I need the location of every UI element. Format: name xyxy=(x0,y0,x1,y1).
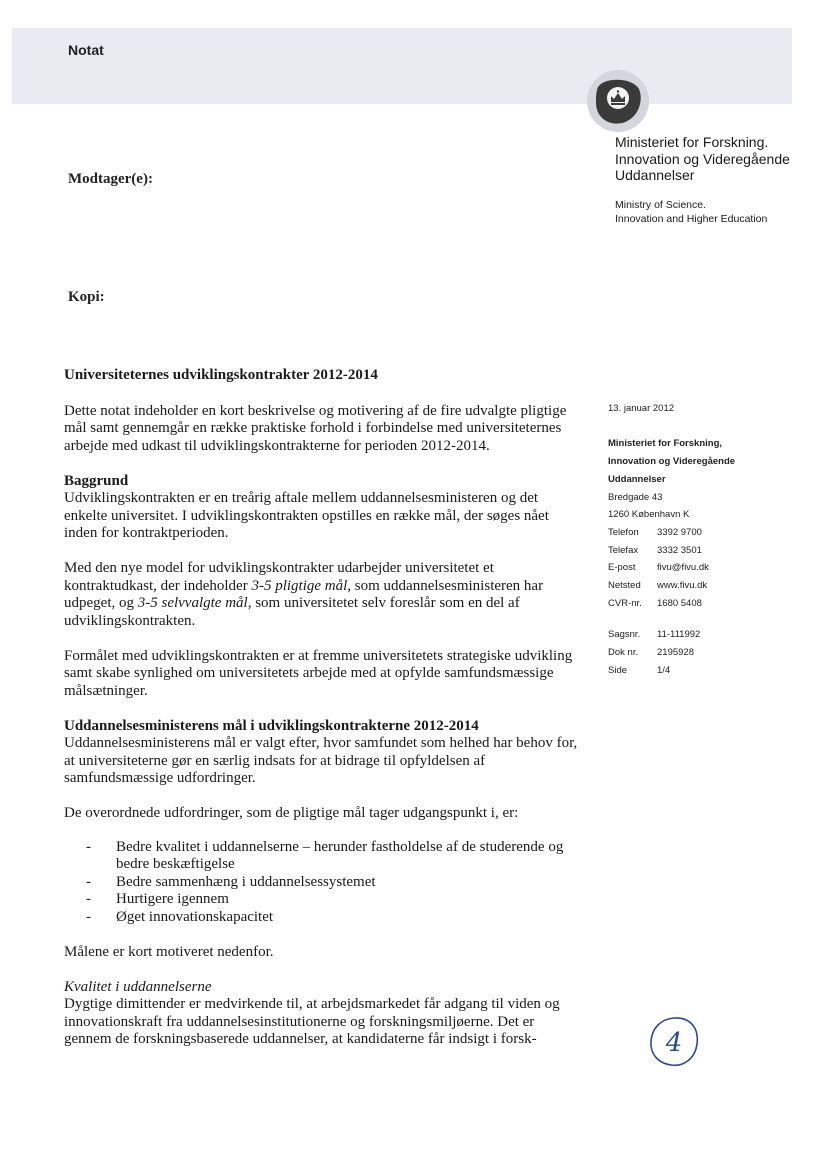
sidebar-org-line: Innovation og Videregående xyxy=(608,456,736,468)
contact-row-website: Netsted www.fivu.dk xyxy=(608,580,708,592)
list-item: - Bedre sammenhæng i uddannelsessystemet xyxy=(86,873,376,890)
paragraph-challenges-intro: De overordnede udfordringer, som de pligtige mål tager udgangspunkt i, er: xyxy=(64,805,519,821)
sidebar-info xyxy=(608,400,813,680)
case-row-sagsnr: Sagsnr. 11-111992 xyxy=(608,629,701,641)
case-row-side: Side 1/4 xyxy=(608,664,671,676)
list-item: - Øget innovationskapacitet xyxy=(86,908,274,925)
recipients-label: Modtager(e): xyxy=(68,171,153,187)
contact-row-cvr: CVR-nr. 1680 5408 xyxy=(608,597,702,609)
sidebar-org-line: Uddannelser xyxy=(608,473,666,485)
copy-label: Kopi: xyxy=(68,289,105,305)
section-heading-baggrund: Baggrund xyxy=(64,472,129,489)
header-banner xyxy=(12,28,792,104)
sidebar-org-line: Ministeriet for Forskning, xyxy=(608,438,723,450)
ministry-name-english: Ministry of Science. Innovation and Higher Education xyxy=(615,198,768,225)
crown-logo-icon xyxy=(592,75,644,127)
section-heading-goals: Uddannelsesministerens mål i udviklingskontrakterne 2012-2014 xyxy=(64,717,479,734)
handwritten-page-number xyxy=(647,1015,701,1069)
handwritten-number-text: 4 xyxy=(665,1028,683,1058)
document-date: 13. januar 2012 xyxy=(608,403,675,414)
intro-paragraph: Dette notat indeholder en kort beskrivelse og motivering af de fire udvalgte pligtige mål samt gennemgår en række praktiske forhold i forbindelse med universiteternes arbejde med udkast til udviklingskontrakterne for perioden 2012-2014. xyxy=(64,402,567,454)
notat-label: Notat xyxy=(68,42,104,58)
list-item: - Bedre kvalitet i uddannelserne – herunder fastholdelse af de studerende og bedre beskæftigelse xyxy=(86,838,564,872)
paragraph-baggrund: Udviklingskontrakten er en treårig aftale mellem uddannelsesministeren og det enkelte universitet. I udviklingskontrakten opstilles en række mål, der søges nået inden for kontraktperioden. xyxy=(64,490,549,541)
address-line: Bredgade 43 xyxy=(608,491,663,503)
section-heading-quality: Kvalitet i uddannelserne xyxy=(64,978,212,995)
list-item: - Hurtigere igennem xyxy=(86,891,229,907)
address-line: 1260 København K xyxy=(608,509,690,521)
challenges-list xyxy=(64,839,584,927)
ministry-name-danish: Ministeriet for Forskning. Innovation og Videregående Uddannelser xyxy=(615,134,790,183)
paragraph-goals: Uddannelsesministerens mål er valgt efter, hvor samfundet som helhed har behov for, at universiteterne gør en særlig indsats for at bidrage til opfyldelsen af samfundsmæssige udfordringer. xyxy=(64,735,578,786)
spacer xyxy=(608,612,813,626)
document-title: Universiteternes udviklingskontrakter 2012-2014 xyxy=(64,367,378,383)
ministry-name-block xyxy=(615,134,815,226)
case-row-doknr: Dok nr. 2195928 xyxy=(608,647,694,659)
contact-row-email: E-post fivu@fivu.dk xyxy=(608,562,709,574)
paragraph-model: Med den nye model for udviklingskontrakter udarbejder universitetet et kontraktudkast, der indeholder 3-5 pligtige mål, som uddannelsesministeren har udpeget, og 3-5 selvvalgte mål, som universitetet selv foreslår som en del af udviklingskontrakten. xyxy=(64,560,544,629)
contact-row-telefax: Telefax 3332 3501 xyxy=(608,544,702,556)
contact-row-telefon: Telefon 3392 9700 xyxy=(608,526,702,538)
document-body xyxy=(64,367,584,1049)
paragraph-quality: Dygtige dimittender er medvirkende til, at arbejdsmarkedet får adgang til viden og innovationskraft fra uddannelsesinstitutionerne og forskningsmiljøerne. Det er gennem de forskningsbaserede uddannelser, at kandidaterne får indsigt i forsk- xyxy=(64,996,560,1047)
paragraph-purpose: Formålet med udviklingskontrakten er at fremme universitetets strategiske udvikling samt skabe synlighed om universitetets arbejde med at opfylde samfundsmæssige målsætninger. xyxy=(64,647,573,699)
paragraph-goals-motivated: Målene er kort motiveret nedenfor. xyxy=(64,943,274,960)
